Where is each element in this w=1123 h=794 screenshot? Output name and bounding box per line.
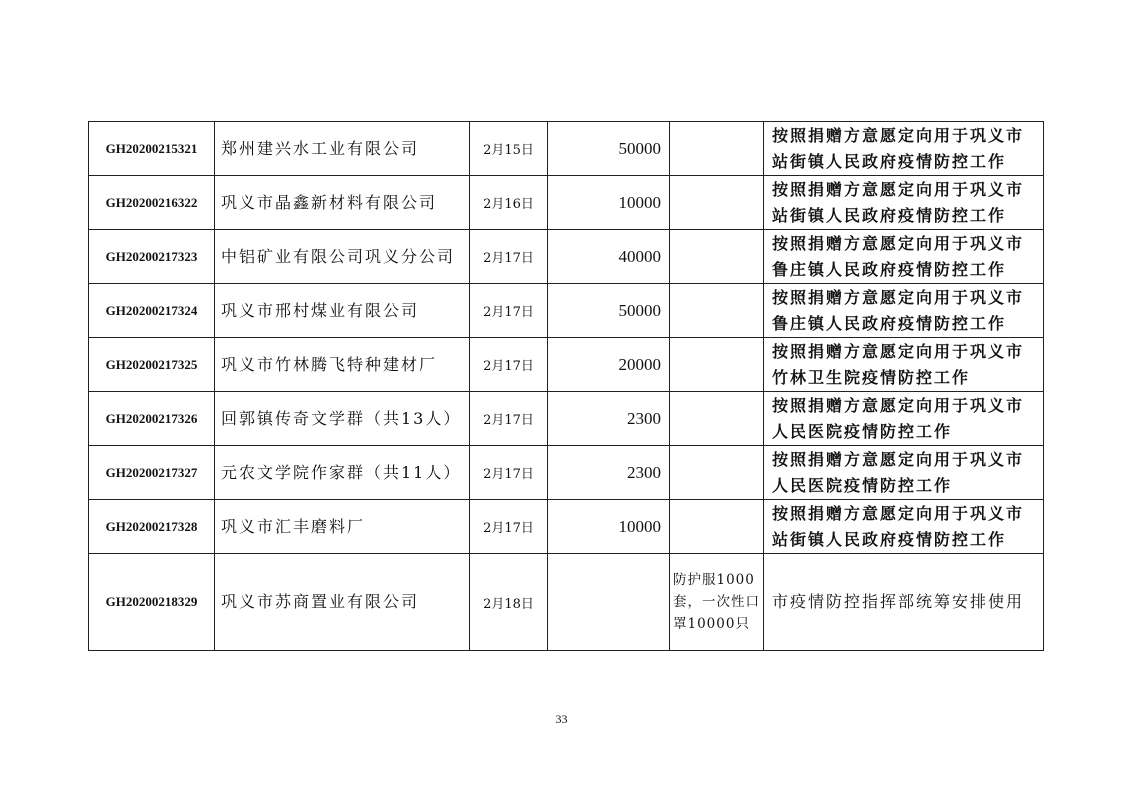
table-row (89, 338, 1044, 392)
donation-use: 按照捐赠方意愿定向用于巩义市人民医院疫情防控工作 (764, 392, 1044, 446)
donor-name: 回郭镇传奇文学群（共13人） (215, 392, 470, 446)
table-row (89, 284, 1044, 338)
donation-date: 2月16日 (470, 176, 548, 230)
donated-goods: 防护服1000套，一次性口罩10000只 (670, 554, 764, 651)
donation-amount: 10000 (548, 500, 670, 554)
donation-date: 2月17日 (470, 284, 548, 338)
donation-use: 按照捐赠方意愿定向用于巩义市站街镇人民政府疫情防控工作 (764, 176, 1044, 230)
record-id: GH20200217326 (89, 392, 215, 446)
record-id: GH20200217324 (89, 284, 215, 338)
donor-name: 巩义市晶鑫新材料有限公司 (215, 176, 470, 230)
donation-date: 2月17日 (470, 338, 548, 392)
donation-use: 按照捐赠方意愿定向用于巩义市竹林卫生院疫情防控工作 (764, 338, 1044, 392)
table-row (89, 500, 1044, 554)
donation-date: 2月18日 (470, 554, 548, 651)
donation-date: 2月17日 (470, 446, 548, 500)
donor-name: 巩义市竹林腾飞特种建材厂 (215, 338, 470, 392)
donation-amount: 2300 (548, 446, 670, 500)
table-row (89, 176, 1044, 230)
record-id: GH20200217327 (89, 446, 215, 500)
record-id: GH20200217328 (89, 500, 215, 554)
table-row (89, 446, 1044, 500)
donation-amount: 10000 (548, 176, 670, 230)
record-id: GH20200217323 (89, 230, 215, 284)
page-number: 33 (555, 712, 568, 726)
donation-use: 按照捐赠方意愿定向用于巩义市站街镇人民政府疫情防控工作 (764, 500, 1044, 554)
donation-use: 市疫情防控指挥部统筹安排使用 (764, 554, 1044, 651)
donated-goods (670, 500, 764, 554)
donor-name: 郑州建兴水工业有限公司 (215, 122, 470, 176)
donation-use: 按照捐赠方意愿定向用于巩义市鲁庄镇人民政府疫情防控工作 (764, 284, 1044, 338)
donation-table (88, 121, 1044, 651)
donor-name: 巩义市邢村煤业有限公司 (215, 284, 470, 338)
donated-goods (670, 446, 764, 500)
table-row (89, 554, 1044, 651)
record-id: GH20200217325 (89, 338, 215, 392)
donor-name: 巩义市苏商置业有限公司 (215, 554, 470, 651)
donated-goods (670, 338, 764, 392)
record-id: GH20200216322 (89, 176, 215, 230)
donor-name: 中铝矿业有限公司巩义分公司 (215, 230, 470, 284)
donated-goods (670, 284, 764, 338)
donation-amount: 20000 (548, 338, 670, 392)
donation-amount: 2300 (548, 392, 670, 446)
table-row (89, 230, 1044, 284)
record-id: GH20200215321 (89, 122, 215, 176)
donated-goods (670, 230, 764, 284)
record-id: GH20200218329 (89, 554, 215, 651)
donated-goods (670, 122, 764, 176)
donor-name: 巩义市汇丰磨料厂 (215, 500, 470, 554)
donation-date: 2月17日 (470, 230, 548, 284)
donation-use: 按照捐赠方意愿定向用于巩义市站街镇人民政府疫情防控工作 (764, 122, 1044, 176)
donation-use: 按照捐赠方意愿定向用于巩义市人民医院疫情防控工作 (764, 446, 1044, 500)
table-row (89, 122, 1044, 176)
table-row (89, 392, 1044, 446)
donor-name: 元农文学院作家群（共11人） (215, 446, 470, 500)
donation-amount: 40000 (548, 230, 670, 284)
donated-goods (670, 392, 764, 446)
donation-date: 2月17日 (470, 392, 548, 446)
donation-amount (548, 554, 670, 651)
donation-amount: 50000 (548, 284, 670, 338)
donation-use: 按照捐赠方意愿定向用于巩义市鲁庄镇人民政府疫情防控工作 (764, 230, 1044, 284)
donation-date: 2月17日 (470, 500, 548, 554)
donated-goods (670, 176, 764, 230)
donation-date: 2月15日 (470, 122, 548, 176)
donation-amount: 50000 (548, 122, 670, 176)
